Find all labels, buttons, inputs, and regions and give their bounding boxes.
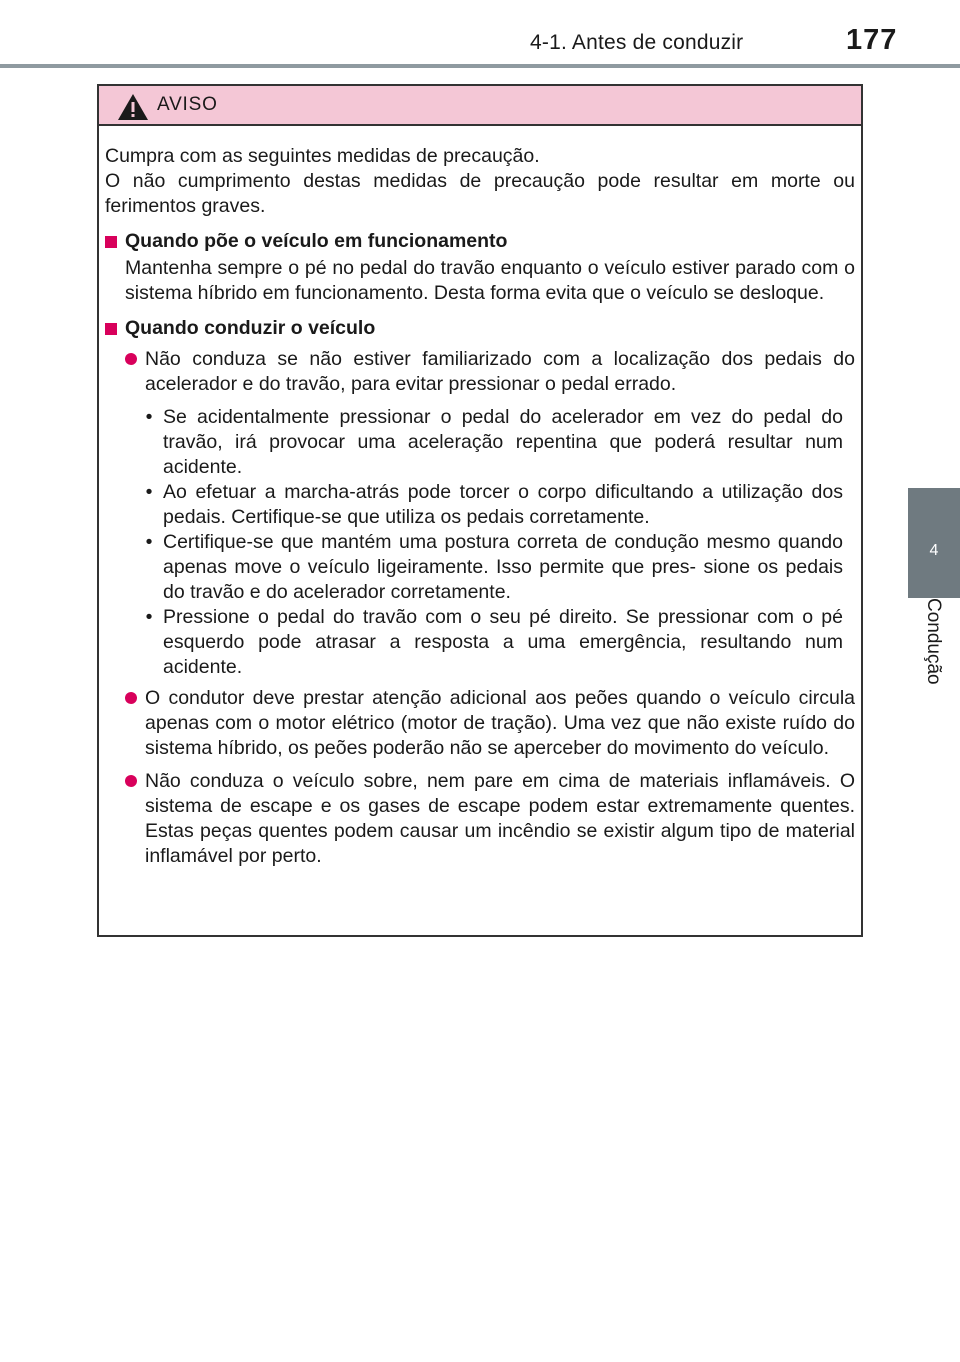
section-heading-2	[105, 316, 855, 341]
page-header	[0, 0, 960, 70]
warning-header	[99, 86, 861, 126]
intro-text-2: O não cumprimento destas medidas de precaução pode resultar em morte ou ferimentos graves.	[105, 170, 855, 217]
warning-triangle-icon	[117, 93, 149, 121]
sub-bullet-item	[135, 480, 855, 530]
circle-bullet-icon	[125, 775, 137, 787]
bullet-dot-icon: •	[145, 606, 153, 628]
warning-title: AVISO	[157, 94, 218, 115]
chapter-number: 4	[929, 542, 939, 559]
warning-body	[105, 144, 855, 869]
list-item-text: O condutor deve prestar atenção adicional aos peões quando o veículo circula apenas com o motor elétrico (motor de tração). Uma vez que não existe ruído do sistema híbrido, os peões poderão não se aperceber do movimento do veículo.	[145, 687, 855, 759]
bullet-dot-icon: •	[145, 406, 153, 428]
intro-text-1: Cumpra com as seguintes medidas de precaução.	[105, 145, 540, 167]
sub-bullet-text: Se acidentalmente pressionar o pedal do acelerador em vez do pedal do travão, irá provocar uma aceleração repentina que poderá resultar num acidente.	[163, 406, 843, 478]
section-title: 4-1. Antes de conduzir	[530, 31, 744, 54]
list-item	[105, 769, 855, 869]
section-heading-1-text: Quando põe o veículo em funcionamento	[125, 230, 508, 252]
bullet-dot-icon: •	[145, 531, 153, 553]
circle-bullet-icon	[125, 353, 137, 365]
square-bullet-icon	[105, 236, 117, 248]
circle-bullet-icon	[125, 692, 137, 704]
chapter-label: Condução	[923, 598, 944, 685]
sub-bullet-list	[105, 405, 855, 680]
sub-bullet-text: Ao efetuar a marcha-atrás pode torcer o corpo dificultando a utilização dos pedais. Certifique-se que utiliza os pedais corretamente.	[163, 481, 843, 528]
header-divider	[0, 64, 960, 68]
list-item	[105, 347, 855, 397]
chapter-label-container	[906, 598, 960, 710]
sub-bullet-item	[135, 530, 855, 605]
sub-bullet-text: Pressione o pedal do travão com o seu pé direito. Se pressionar com o pé esquerdo pode atrasar a resposta a uma emergência, resultando num acidente.	[163, 606, 843, 678]
section-heading-2-text: Quando conduzir o veículo	[125, 317, 376, 339]
list-item-text: Não conduza se não estiver familiarizado com a localização dos pedais do acelerador e do travão, para evitar pressionar o pedal errado.	[145, 348, 855, 395]
sub-bullet-item	[135, 405, 855, 480]
section-heading-1	[105, 229, 855, 254]
list-item	[105, 686, 855, 761]
square-bullet-icon	[105, 323, 117, 335]
sub-bullet-text: Certifique-se que mantém uma postura correta de condução mesmo quando apenas move o veículo ligeiramente. Isso permite que pres- sione os pedais do travão e do acelerador corretamente.	[163, 531, 843, 603]
page-number: 177	[846, 24, 898, 56]
chapter-tab[interactable]	[908, 488, 960, 598]
sub-bullet-item	[135, 605, 855, 680]
bullet-dot-icon: •	[145, 481, 153, 503]
list-item-text: Não conduza o veículo sobre, nem pare em cima de materiais inflamáveis. O sistema de escape e os gases de escape podem estar extremamente quentes. Estas peças quentes podem causar um incêndio se existir algum tipo de material inflamável por perto.	[145, 770, 855, 867]
section-1-text: Mantenha sempre o pé no pedal do travão enquanto o veículo estiver parado com o sistema híbrido em funcionamento. Desta forma evita que o veículo se desloque.	[125, 257, 855, 304]
warning-box	[97, 84, 863, 937]
